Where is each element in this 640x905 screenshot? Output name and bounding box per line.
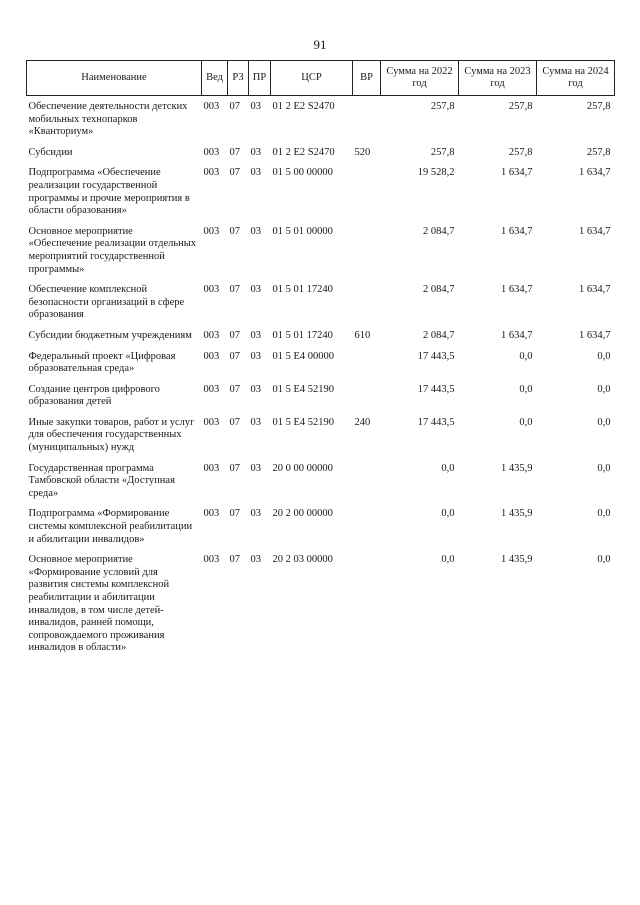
cell-vr bbox=[353, 162, 381, 220]
cell-sum-2022: 17 443,5 bbox=[417, 350, 455, 362]
cell-ved: 003 bbox=[203, 383, 220, 395]
cell-csr: 01 2 E2 S2470 bbox=[272, 101, 335, 112]
cell-rz: 07 bbox=[229, 101, 240, 112]
cell-rz: 07 bbox=[229, 146, 240, 158]
table-row bbox=[27, 325, 615, 346]
header-sum-2024: Сумма на 2024 год bbox=[537, 61, 615, 96]
cell-name: Основное мероприятие «Формирование условий для развития системы комплексной реабилитации и абилитации инвалидов, в том числе детей-инвалидов, ранней помощи, сопровождаемого проживания инвалидов в области» bbox=[28, 554, 170, 654]
cell-rz: 07 bbox=[229, 508, 240, 520]
cell-sum-2022: 17 443,5 bbox=[417, 416, 455, 428]
cell-pr: 03 bbox=[250, 101, 261, 112]
header-rz: РЗ bbox=[228, 61, 249, 96]
cell-sum-2022: 2 084,7 bbox=[423, 284, 455, 296]
cell-rz: 07 bbox=[229, 167, 240, 179]
cell-sum-2024: 0,0 bbox=[597, 508, 611, 520]
cell-ved: 003 bbox=[203, 225, 220, 237]
cell-rz: 07 bbox=[229, 383, 240, 395]
cell-pr: 03 bbox=[250, 329, 261, 341]
cell-rz: 07 bbox=[229, 329, 240, 341]
cell-rz: 07 bbox=[229, 350, 240, 362]
cell-pr: 03 bbox=[250, 284, 261, 296]
cell-sum-2023: 1 634,7 bbox=[501, 167, 533, 179]
cell-sum-2023: 1 634,7 bbox=[501, 284, 533, 296]
budget-table bbox=[26, 60, 615, 658]
table-header-row bbox=[27, 61, 615, 96]
cell-pr: 03 bbox=[250, 508, 261, 520]
cell-sum-2023: 1 435,9 bbox=[501, 462, 533, 474]
cell-ved: 003 bbox=[203, 167, 220, 179]
cell-ved: 003 bbox=[203, 329, 220, 341]
cell-sum-2024: 257,8 bbox=[586, 146, 611, 158]
cell-vr bbox=[353, 346, 381, 379]
cell-name: Обеспечение комплексной безопасности организаций в сфере образования bbox=[28, 284, 185, 321]
cell-pr: 03 bbox=[250, 416, 261, 428]
table-row bbox=[27, 346, 615, 379]
table-row bbox=[27, 458, 615, 504]
cell-csr: 01 5 01 00000 bbox=[272, 225, 333, 237]
cell-sum-2022: 19 528,2 bbox=[417, 167, 455, 179]
cell-pr: 03 bbox=[250, 167, 261, 179]
cell-pr: 03 bbox=[250, 383, 261, 395]
cell-pr: 03 bbox=[250, 462, 261, 474]
cell-sum-2024: 0,0 bbox=[597, 554, 611, 566]
cell-vr: 520 bbox=[354, 146, 371, 158]
cell-sum-2022: 2 084,7 bbox=[423, 329, 455, 341]
cell-csr: 01 2 E2 S2470 bbox=[272, 146, 335, 158]
cell-sum-2024: 257,8 bbox=[586, 101, 611, 112]
cell-csr: 01 5 00 00000 bbox=[272, 167, 333, 179]
cell-vr bbox=[353, 379, 381, 412]
cell-name: Субсидии bbox=[28, 146, 73, 158]
cell-sum-2024: 1 634,7 bbox=[579, 167, 611, 179]
table-row bbox=[27, 503, 615, 549]
header-sum-2023: Сумма на 2023 год bbox=[459, 61, 537, 96]
cell-sum-2023: 1 634,7 bbox=[501, 329, 533, 341]
cell-vr bbox=[353, 221, 381, 279]
cell-sum-2023: 1 435,9 bbox=[501, 508, 533, 520]
cell-name: Иные закупки товаров, работ и услуг для обеспечения государственных (муниципальных) нужд bbox=[28, 416, 195, 454]
table-row bbox=[27, 221, 615, 279]
table-row bbox=[27, 279, 615, 325]
cell-rz: 07 bbox=[229, 554, 240, 566]
cell-rz: 07 bbox=[229, 225, 240, 237]
header-ved: Вед bbox=[202, 61, 228, 96]
cell-vr bbox=[353, 549, 381, 658]
cell-sum-2024: 0,0 bbox=[597, 416, 611, 428]
cell-ved: 003 bbox=[203, 284, 220, 296]
cell-ved: 003 bbox=[203, 350, 220, 362]
cell-vr bbox=[353, 503, 381, 549]
table-row bbox=[27, 162, 615, 220]
cell-csr: 01 5 01 17240 bbox=[272, 284, 333, 296]
cell-rz: 07 bbox=[229, 416, 240, 428]
cell-vr bbox=[353, 458, 381, 504]
cell-ved: 003 bbox=[203, 462, 220, 474]
cell-sum-2024: 1 634,7 bbox=[579, 284, 611, 296]
cell-csr: 01 5 E4 52190 bbox=[272, 383, 335, 395]
cell-sum-2024: 0,0 bbox=[597, 350, 611, 362]
page-number: 91 bbox=[313, 37, 327, 52]
cell-pr: 03 bbox=[250, 146, 261, 158]
header-sum-2022: Сумма на 2022 год bbox=[381, 61, 459, 96]
cell-sum-2022: 257,8 bbox=[430, 101, 455, 112]
cell-sum-2023: 0,0 bbox=[519, 383, 533, 395]
cell-sum-2022: 0,0 bbox=[441, 508, 455, 520]
cell-sum-2022: 2 084,7 bbox=[423, 225, 455, 237]
cell-name: Обеспечение деятельности детских мобильных технопарков «Кванториум» bbox=[28, 101, 188, 138]
table-row bbox=[27, 142, 615, 163]
cell-ved: 003 bbox=[203, 508, 220, 520]
cell-sum-2023: 1 435,9 bbox=[501, 554, 533, 566]
cell-ved: 003 bbox=[203, 101, 220, 112]
cell-sum-2023: 257,8 bbox=[508, 101, 533, 112]
cell-sum-2022: 0,0 bbox=[441, 462, 455, 474]
table-row bbox=[27, 96, 615, 142]
cell-name: Субсидии бюджетным учреждениям bbox=[28, 329, 192, 341]
cell-sum-2022: 257,8 bbox=[430, 146, 455, 158]
cell-csr: 01 5 E4 52190 bbox=[272, 416, 335, 428]
cell-vr bbox=[353, 279, 381, 325]
cell-sum-2024: 1 634,7 bbox=[579, 225, 611, 237]
cell-pr: 03 bbox=[250, 225, 261, 237]
cell-sum-2024: 0,0 bbox=[597, 462, 611, 474]
cell-sum-2023: 1 634,7 bbox=[501, 225, 533, 237]
cell-vr: 610 bbox=[354, 329, 371, 341]
cell-ved: 003 bbox=[203, 554, 220, 566]
cell-pr: 03 bbox=[250, 350, 261, 362]
header-csr: ЦСР bbox=[271, 61, 353, 96]
cell-rz: 07 bbox=[229, 284, 240, 296]
cell-sum-2023: 0,0 bbox=[519, 350, 533, 362]
cell-csr: 20 0 00 00000 bbox=[272, 462, 333, 474]
table-body bbox=[27, 96, 615, 658]
cell-ved: 003 bbox=[203, 146, 220, 158]
cell-csr: 20 2 03 00000 bbox=[272, 554, 333, 566]
cell-name: Основное мероприятие «Обеспечение реализации отдельных мероприятий государственной программы» bbox=[28, 225, 197, 275]
cell-pr: 03 bbox=[250, 554, 261, 566]
header-vr: ВР bbox=[353, 61, 381, 96]
cell-name: Создание центров цифрового образования детей bbox=[28, 383, 160, 408]
cell-sum-2022: 17 443,5 bbox=[417, 383, 455, 395]
cell-ved: 003 bbox=[203, 416, 220, 428]
table-row bbox=[27, 412, 615, 458]
cell-name: Подпрограмма «Обеспечение реализации государственной программы и прочие мероприятия в области образования» bbox=[28, 167, 190, 217]
cell-name: Подпрограмма «Формирование системы комплексной реабилитации и абилитации инвалидов» bbox=[28, 508, 193, 545]
cell-csr: 20 2 00 00000 bbox=[272, 508, 333, 520]
header-pr: ПР bbox=[249, 61, 271, 96]
cell-vr bbox=[353, 96, 381, 142]
cell-sum-2023: 257,8 bbox=[508, 146, 533, 158]
header-name: Наименование bbox=[27, 61, 202, 96]
cell-sum-2024: 1 634,7 bbox=[579, 329, 611, 341]
table-row bbox=[27, 549, 615, 658]
cell-name: Федеральный проект «Цифровая образовательная среда» bbox=[28, 350, 176, 375]
cell-sum-2022: 0,0 bbox=[441, 554, 455, 566]
cell-rz: 07 bbox=[229, 462, 240, 474]
cell-csr: 01 5 01 17240 bbox=[272, 329, 333, 341]
cell-sum-2024: 0,0 bbox=[597, 383, 611, 395]
cell-vr: 240 bbox=[354, 416, 371, 428]
cell-name: Государственная программа Тамбовской области «Доступная среда» bbox=[28, 462, 175, 499]
cell-csr: 01 5 E4 00000 bbox=[272, 350, 335, 362]
table-row bbox=[27, 379, 615, 412]
cell-sum-2023: 0,0 bbox=[519, 416, 533, 428]
